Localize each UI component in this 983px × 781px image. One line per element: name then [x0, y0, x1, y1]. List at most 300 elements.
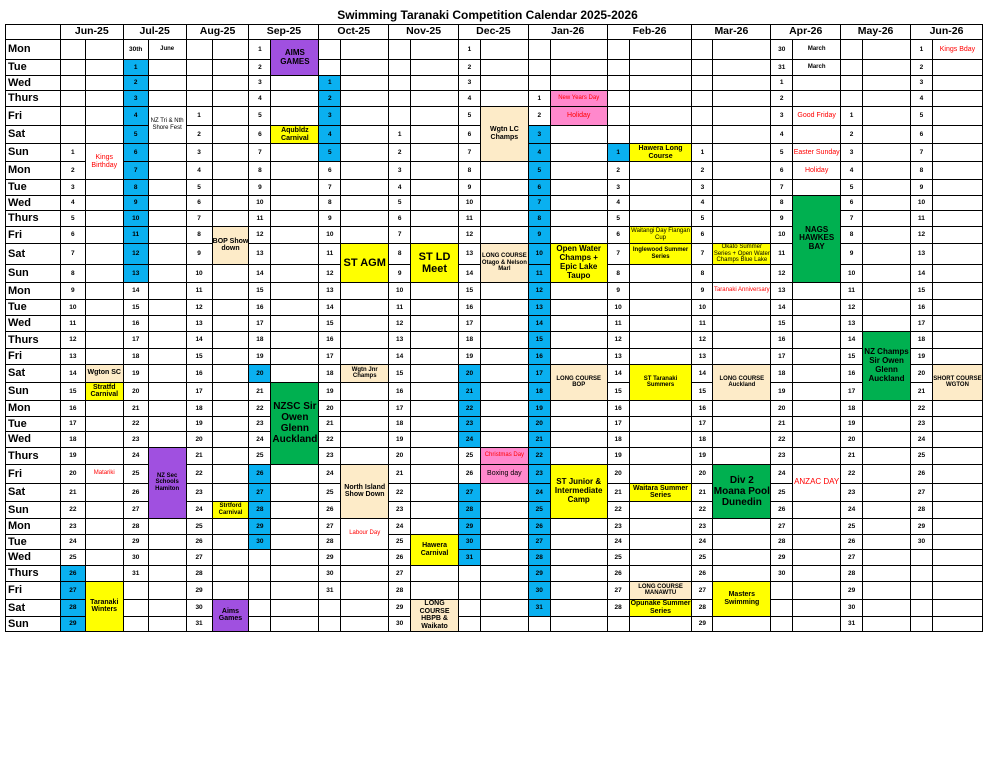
day-number: 25 — [528, 501, 550, 518]
day-number: 31 — [186, 616, 212, 631]
event-cell — [411, 180, 459, 196]
event-cell — [932, 331, 982, 348]
event-cell — [550, 518, 607, 534]
event-cell — [480, 400, 528, 416]
day-number: 11 — [459, 211, 481, 227]
day-number: 12 — [186, 299, 212, 315]
day-number: 1 — [123, 60, 148, 76]
day-number: 13 — [459, 244, 481, 265]
event-cell — [85, 416, 123, 431]
event-cell — [629, 299, 692, 315]
day-number: 11 — [319, 244, 341, 265]
event-cell — [212, 315, 249, 331]
event-cell — [212, 107, 249, 126]
day-number: 6 — [607, 227, 629, 244]
day-number: 7 — [186, 211, 212, 227]
day-number: 18 — [249, 331, 271, 348]
day-number: 12 — [607, 331, 629, 348]
event-cell — [411, 464, 459, 483]
event-cell — [148, 244, 186, 265]
event-cell — [271, 76, 319, 91]
day-number — [459, 581, 481, 599]
calendar-event: BOP Show down — [212, 227, 249, 265]
day-number — [319, 599, 341, 616]
day-number — [528, 616, 550, 631]
day-number: 27 — [692, 581, 713, 599]
day-number: 1 — [319, 76, 341, 91]
calendar-event: Inglewood Summer Series — [629, 244, 692, 265]
event-cell — [85, 534, 123, 549]
event-cell — [341, 126, 389, 144]
day-number: 7 — [459, 144, 481, 162]
day-number: 19 — [389, 431, 411, 447]
day-number: 20 — [186, 431, 212, 447]
event-cell — [629, 501, 692, 518]
event-cell — [411, 431, 459, 447]
day-number: 3 — [60, 180, 85, 196]
day-number: 13 — [123, 264, 148, 282]
day-number — [389, 91, 411, 107]
event-cell — [411, 40, 459, 60]
day-number: 22 — [692, 501, 713, 518]
event-cell — [271, 549, 319, 565]
weekday-label: Thurs — [6, 91, 61, 107]
weekday-label: Sat — [6, 483, 61, 501]
day-number: 16 — [771, 331, 793, 348]
event-cell — [932, 616, 982, 631]
day-number — [528, 76, 550, 91]
event-cell — [85, 282, 123, 299]
day-number: 17 — [319, 348, 341, 364]
day-number: 21 — [841, 447, 863, 464]
day-number: 7 — [607, 244, 629, 265]
calendar-event: Aqubldz Carnival — [271, 126, 319, 144]
day-number: 26 — [459, 464, 481, 483]
event-cell — [341, 162, 389, 180]
event-cell — [271, 518, 319, 534]
day-number: 19 — [123, 364, 148, 382]
event-cell — [148, 299, 186, 315]
day-number: 2 — [911, 60, 933, 76]
month-header: May-26 — [841, 25, 911, 40]
event-cell — [411, 196, 459, 211]
day-number: 10 — [319, 227, 341, 244]
calendar-event: Kings Birthday — [85, 144, 123, 180]
event-cell — [341, 549, 389, 565]
day-number: 10 — [389, 282, 411, 299]
day-number: 5 — [841, 180, 863, 196]
event-cell — [341, 616, 389, 631]
day-number: 5 — [389, 196, 411, 211]
event-cell — [480, 616, 528, 631]
event-cell — [793, 282, 841, 299]
event-cell — [793, 518, 841, 534]
day-number: 9 — [389, 264, 411, 282]
event-cell — [212, 180, 249, 196]
day-number: 8 — [911, 162, 933, 180]
day-number: 2 — [319, 91, 341, 107]
event-cell — [863, 107, 911, 126]
day-number: 23 — [607, 518, 629, 534]
day-number: 7 — [841, 211, 863, 227]
event-cell — [480, 534, 528, 549]
day-number: 12 — [911, 227, 933, 244]
day-number: 9 — [60, 282, 85, 299]
day-number: 16 — [911, 299, 933, 315]
calendar-table-wrap — [5, 24, 983, 632]
event-cell — [212, 211, 249, 227]
event-cell — [411, 382, 459, 400]
event-cell — [148, 162, 186, 180]
day-number: 2 — [528, 107, 550, 126]
day-number: 14 — [459, 264, 481, 282]
event-cell — [480, 60, 528, 76]
day-number: 19 — [60, 447, 85, 464]
day-number: 9 — [186, 244, 212, 265]
event-cell — [629, 447, 692, 464]
day-number: 5 — [771, 144, 793, 162]
day-number — [60, 40, 85, 60]
event-cell — [863, 162, 911, 180]
event-cell — [550, 400, 607, 416]
day-number: 15 — [771, 315, 793, 331]
event-cell — [85, 244, 123, 265]
event-cell — [411, 227, 459, 244]
day-number: 23 — [692, 518, 713, 534]
calendar-event: Wgtn Jnr Champs — [341, 364, 389, 382]
weekday-label: Mon — [6, 40, 61, 60]
day-number — [692, 91, 713, 107]
day-number: 11 — [60, 315, 85, 331]
day-number: 19 — [249, 348, 271, 364]
day-number — [911, 616, 933, 631]
day-number: 11 — [771, 244, 793, 265]
event-cell — [271, 581, 319, 599]
day-number: 24 — [186, 501, 212, 518]
day-number: 14 — [911, 264, 933, 282]
day-number — [692, 40, 713, 60]
event-cell — [550, 126, 607, 144]
day-number: 2 — [186, 126, 212, 144]
day-number — [249, 599, 271, 616]
day-number: 17 — [841, 382, 863, 400]
day-number — [60, 76, 85, 91]
weekday-label: Wed — [6, 76, 61, 91]
day-number: 13 — [60, 348, 85, 364]
day-number: 14 — [841, 331, 863, 348]
day-number: 9 — [607, 282, 629, 299]
day-number: 14 — [389, 348, 411, 364]
event-cell — [411, 126, 459, 144]
day-number: 4 — [459, 91, 481, 107]
event-cell — [629, 431, 692, 447]
event-cell — [932, 91, 982, 107]
event-cell — [85, 126, 123, 144]
day-number: 8 — [319, 196, 341, 211]
day-number: 5 — [692, 211, 713, 227]
calendar-event: LONG COURSE Otago & Nelson Marl — [480, 244, 528, 283]
weekday-label: Wed — [6, 431, 61, 447]
day-number: 6 — [459, 126, 481, 144]
day-number — [60, 126, 85, 144]
calendar-event: Hawera Carnival — [411, 534, 459, 565]
day-number: 22 — [841, 464, 863, 483]
event-cell — [793, 364, 841, 382]
day-number: 6 — [911, 126, 933, 144]
event-cell — [411, 211, 459, 227]
day-number — [528, 40, 550, 60]
event-cell — [863, 616, 911, 631]
day-number — [841, 60, 863, 76]
day-number: 13 — [841, 315, 863, 331]
day-number: 25 — [60, 549, 85, 565]
event-cell — [212, 416, 249, 431]
calendar-event: Taranaki Winters — [85, 581, 123, 631]
weekday-label: Thurs — [6, 331, 61, 348]
day-number: 29 — [186, 581, 212, 599]
day-number: 4 — [60, 196, 85, 211]
event-cell — [341, 348, 389, 364]
weekday-label: Sat — [6, 244, 61, 265]
event-cell — [271, 331, 319, 348]
day-number: 17 — [60, 416, 85, 431]
event-cell — [271, 616, 319, 631]
event-cell — [271, 227, 319, 244]
day-number: 3 — [186, 144, 212, 162]
event-cell — [932, 464, 982, 483]
event-cell — [85, 315, 123, 331]
day-number: 15 — [389, 364, 411, 382]
event-cell — [793, 331, 841, 348]
event-cell — [629, 107, 692, 126]
event-cell — [932, 144, 982, 162]
day-number: 31 — [771, 60, 793, 76]
day-number: 2 — [389, 144, 411, 162]
day-number: 29 — [528, 565, 550, 581]
calendar-event: Opunake Summer Series — [630, 600, 691, 615]
event-cell — [863, 400, 911, 416]
event-cell — [212, 76, 249, 91]
day-number: 2 — [123, 76, 148, 91]
day-number: 27 — [60, 581, 85, 599]
day-number: 4 — [841, 162, 863, 180]
event-cell — [713, 299, 771, 315]
day-number — [607, 60, 629, 76]
event-cell — [480, 501, 528, 518]
day-number: 19 — [841, 416, 863, 431]
event-cell — [629, 464, 692, 483]
weekday-label: Wed — [6, 315, 61, 331]
day-number: 7 — [692, 244, 713, 265]
event-cell — [85, 331, 123, 348]
day-number: 29 — [459, 518, 481, 534]
calendar-event: ST Junior & Intermediate Camp — [550, 464, 607, 518]
event-cell — [148, 431, 186, 447]
day-number — [186, 76, 212, 91]
day-number: 17 — [123, 331, 148, 348]
event-cell — [629, 400, 692, 416]
day-number: 13 — [911, 244, 933, 265]
event-cell — [271, 107, 319, 126]
event-cell — [550, 60, 607, 76]
event-cell — [148, 534, 186, 549]
day-number: 16 — [123, 315, 148, 331]
day-number: 4 — [389, 180, 411, 196]
event-cell — [212, 581, 249, 599]
day-number: 19 — [528, 400, 550, 416]
event-cell — [271, 315, 319, 331]
day-number: 20 — [123, 382, 148, 400]
month-header: Apr-26 — [771, 25, 841, 40]
event-cell — [271, 244, 319, 265]
calendar-event: Masters Swimming — [713, 581, 771, 616]
day-number — [771, 599, 793, 616]
day-number: 7 — [249, 144, 271, 162]
event-cell — [550, 599, 607, 616]
day-number: 19 — [459, 348, 481, 364]
day-number: 30 — [123, 549, 148, 565]
day-number: 15 — [692, 382, 713, 400]
day-number: 9 — [123, 196, 148, 211]
calendar-event: Div 2 Moana Pool Dunedin — [713, 464, 771, 518]
event-cell — [411, 60, 459, 76]
day-number: 3 — [607, 180, 629, 196]
event-cell — [212, 162, 249, 180]
day-number: 20 — [841, 431, 863, 447]
calendar-event: LONG COURSE BOP — [550, 364, 607, 400]
event-cell — [271, 264, 319, 282]
event-cell — [341, 40, 389, 60]
calendar-event: Kings Bday — [932, 40, 982, 60]
day-number: 29 — [771, 549, 793, 565]
day-number: 18 — [528, 382, 550, 400]
day-number: 2 — [607, 162, 629, 180]
calendar-event: SHORT COURSE WGTON — [932, 364, 982, 400]
day-number: 24 — [692, 534, 713, 549]
day-number: 3 — [459, 76, 481, 91]
event-cell — [411, 348, 459, 364]
day-number: 22 — [911, 400, 933, 416]
day-number: 18 — [841, 400, 863, 416]
day-number: 20 — [249, 364, 271, 382]
day-number: 8 — [528, 211, 550, 227]
day-number: 25 — [911, 447, 933, 464]
day-number: 22 — [123, 416, 148, 431]
event-cell — [713, 76, 771, 91]
event-cell — [550, 565, 607, 581]
event-cell — [148, 382, 186, 400]
event-cell — [212, 264, 249, 282]
month-header: Jun-26 — [911, 25, 983, 40]
calendar-event: New Years Day — [550, 91, 607, 107]
month-header: Feb-26 — [607, 25, 692, 40]
day-number: 21 — [528, 431, 550, 447]
event-cell — [85, 348, 123, 364]
day-number: 5 — [528, 162, 550, 180]
day-number: 7 — [319, 180, 341, 196]
day-number: 7 — [389, 227, 411, 244]
event-cell — [480, 581, 528, 599]
event-cell — [863, 464, 911, 483]
day-number: 12 — [319, 264, 341, 282]
event-cell — [212, 534, 249, 549]
event-cell — [863, 196, 911, 211]
event-cell — [863, 282, 911, 299]
day-number: 1 — [528, 91, 550, 107]
day-number — [459, 616, 481, 631]
event-cell — [341, 91, 389, 107]
event-cell — [932, 534, 982, 549]
day-number: 27 — [123, 501, 148, 518]
day-number: 9 — [771, 211, 793, 227]
calendar-event: ST Taranaki Summers — [629, 364, 692, 400]
event-cell — [863, 416, 911, 431]
day-number — [249, 549, 271, 565]
day-number: 17 — [459, 315, 481, 331]
weekday-label: Tue — [6, 299, 61, 315]
day-number: 10 — [692, 299, 713, 315]
event-cell — [629, 616, 692, 631]
event-cell — [480, 282, 528, 299]
event-cell — [85, 91, 123, 107]
day-number: 12 — [692, 331, 713, 348]
calendar-event: LONG COURSE MANAWTU — [629, 581, 692, 599]
weekday-label: Mon — [6, 518, 61, 534]
event-cell — [713, 162, 771, 180]
day-number: 7 — [123, 162, 148, 180]
event-cell — [212, 400, 249, 416]
event-cell — [341, 565, 389, 581]
day-number: 12 — [459, 227, 481, 244]
event-cell — [713, 331, 771, 348]
event-cell — [629, 416, 692, 431]
event-cell — [411, 416, 459, 431]
event-cell — [148, 196, 186, 211]
event-cell — [480, 382, 528, 400]
day-number: 9 — [528, 227, 550, 244]
event-cell — [629, 282, 692, 299]
month-header: Oct-25 — [319, 25, 389, 40]
day-number: 25 — [123, 464, 148, 483]
event-cell — [411, 299, 459, 315]
day-number: 28 — [692, 599, 713, 616]
day-number: 27 — [771, 518, 793, 534]
day-number: 14 — [123, 282, 148, 299]
event-cell — [793, 91, 841, 107]
event-cell — [713, 196, 771, 211]
event-cell — [713, 40, 771, 60]
month-header: Nov-25 — [389, 25, 459, 40]
day-number: 21 — [607, 483, 629, 501]
day-number — [249, 581, 271, 599]
event-cell — [341, 315, 389, 331]
day-number: 13 — [319, 282, 341, 299]
event-cell — [411, 315, 459, 331]
day-number: 8 — [692, 264, 713, 282]
event-cell — [793, 431, 841, 447]
day-number: 26 — [692, 565, 713, 581]
month-header: Jan-26 — [528, 25, 607, 40]
day-number: 24 — [841, 501, 863, 518]
event-cell — [85, 565, 123, 581]
day-number: 6 — [186, 196, 212, 211]
day-number: 13 — [528, 299, 550, 315]
event-cell — [629, 518, 692, 534]
weekday-label: Thurs — [6, 211, 61, 227]
day-number — [692, 76, 713, 91]
event-cell — [341, 416, 389, 431]
day-number: 31 — [123, 565, 148, 581]
